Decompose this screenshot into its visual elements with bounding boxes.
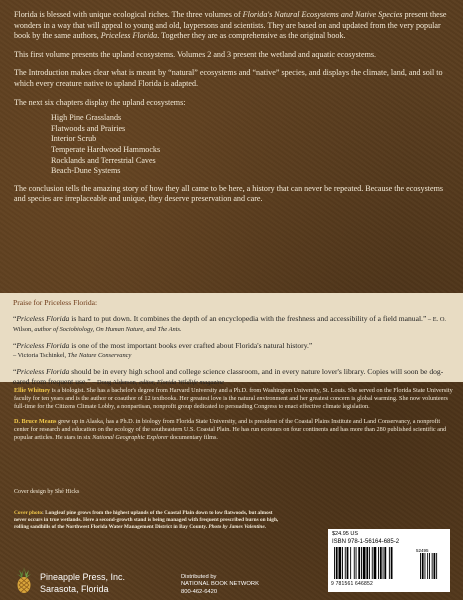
addon-bar: [432, 553, 433, 579]
intro-paragraph-3: The Introduction makes clear what is meant by “natural” ecosystems and “native” species, and displays the climate, land, and soil to which every creature native to upland Florida is adapted.: [14, 68, 443, 88]
barcode-bar: [384, 547, 386, 579]
quote-author: – E. O. Wilson,: [13, 315, 447, 334]
bio-text: documentary films.: [168, 434, 218, 442]
bio-bruce: [14, 418, 454, 443]
chapter-item: High Pine Grasslands: [51, 113, 122, 123]
quote-book-title: Priceless Florida: [16, 340, 70, 350]
praise-quote-1: “Priceless Florida is hard to put down. It combines the depth of an encyclopedia with the freshness and accessibility of a field manual.” – E. O. Wilson, author of Sociobiology, On Human Nature, and The Ants.: [13, 313, 447, 334]
addon-bar: [436, 553, 437, 579]
chapter-item: Interior Scrub: [51, 134, 97, 144]
barcode-bar: [389, 547, 390, 579]
quote-source: The Nature Conservancy: [67, 352, 132, 360]
barcode-bar: [363, 547, 366, 579]
barcode-bar: [347, 547, 349, 579]
distributor-label: Distributed by: [181, 574, 217, 580]
distributor-name: NATIONAL BOOK NETWORK: [181, 581, 259, 588]
intro-text: present these wonders in a way that will appeal to young and old, laypersons and scientists. They are based on and updated from the very popular book by the same authors,: [14, 10, 447, 41]
intro-paragraph-1: [14, 10, 451, 42]
praise-quote-2: “Priceless Florida is one of the most important books ever crafted about Florida's natural history.” – Victoria Tschinkel, The Nature Conservancy: [13, 340, 313, 360]
barcode-bar: [380, 547, 382, 579]
barcode-bar: [369, 547, 370, 579]
quote-source: editor, Florida Wildlife magazine: [139, 378, 224, 386]
isbn-label: ISBN 978-1-56164-685-2: [332, 539, 400, 545]
praise-heading: Praise for Priceless Florida:: [13, 298, 98, 307]
chapter-item: Rocklands and Terrestrial Caves: [51, 155, 156, 165]
barcode-bar: [383, 547, 384, 579]
barcode-bar: [391, 547, 393, 579]
barcode-bar: [354, 547, 355, 579]
price-label: $24.95 US: [332, 531, 358, 537]
barcode-bar: [372, 547, 373, 579]
quote-text: should be in every high school and college science classroom, and in every nature lover's library. Copies will soon be dog-eared from frequent use.”: [13, 366, 444, 386]
isbn-barcode: [328, 529, 450, 592]
author-name: D. Bruce Means: [14, 417, 57, 425]
caption-text: : Longleaf pine grows from the highest uplands of the Coastal Plain down to low flatwoods, but almost never occurs in true wetlands. Here a second-growth stand is being managed with frequent prescribed burns on high, rolling sandhills of the Northwest Florida Water Management District in Bay County.: [14, 510, 279, 530]
barcode-bars: [332, 547, 446, 581]
barcode-bar: [334, 547, 335, 579]
intro-paragraph-4: The next six chapters display the upland ecosystems:: [14, 97, 186, 107]
cover-design-credit: Cover design by Shé Hicks: [14, 489, 80, 495]
series-title: Florida's Natural Ecosystems and Native Species: [242, 10, 403, 19]
quote-author: – Doug Alderson,: [90, 378, 140, 386]
quote-author: – Victoria Tschinkel,: [13, 352, 68, 360]
author-bios: [14, 387, 454, 448]
praise-box: [0, 293, 463, 386]
publisher-names: [40, 571, 125, 595]
barcode-bar: [336, 547, 338, 579]
show-title: National Geographic Explorer: [92, 434, 169, 442]
addon-bar: [425, 553, 426, 579]
barcode-bar: [358, 547, 360, 579]
bio-text: grew up in Alaska, has a Ph.D. in biology from Florida State University, and is president of the Coastal Plains Institute and Land Conservancy, a nonprofit center for research and education on the ecology of the southeastern U.S. Coastal Plain. He has run ecotours on four continents and has more than 280 published scientific and popular articles. He stars in six: [14, 417, 447, 442]
intro-paragraph-2: This first volume presents the upland ecosystems. Volumes 2 and 3 present the wetland and aquatic ecosystems.: [14, 49, 377, 59]
addon-bar: [420, 553, 421, 579]
barcode-bar: [374, 547, 377, 579]
intro-text: Florida is blessed with unique ecological riches. The three volumes of: [14, 10, 243, 19]
barcode-digits: 9 781561 646852: [331, 581, 373, 587]
barcode-bar: [345, 547, 346, 579]
chapter-item: Temperate Hardwood Hammocks: [51, 144, 161, 154]
barcode-bar: [361, 547, 362, 579]
addon-bar: [434, 553, 436, 579]
caption-label: Cover photo: [14, 510, 43, 516]
barcode-bar: [339, 547, 342, 579]
book-title: Priceless Florida: [100, 31, 158, 41]
publisher-name: Pineapple Press, Inc.: [40, 571, 126, 582]
author-name: Ellie Whitney: [14, 387, 51, 394]
barcode-bar: [356, 547, 357, 579]
publisher-block: [14, 566, 125, 599]
intro-text: . Together they are as comprehensive as the original book.: [157, 31, 346, 41]
cover-photo-caption: [14, 510, 284, 531]
addon-bar: [429, 553, 430, 579]
barcode-bar: [342, 547, 343, 579]
intro-paragraph-5: The conclusion tells the amazing story of how they all came to be here, a history that can never be repeated. Because the ecosystems and species are irreplaceable and unique, they deserve preservation and care.: [14, 183, 444, 204]
barcode-bar: [378, 547, 379, 579]
publisher-city: Sarasota, Florida: [40, 583, 109, 594]
photo-credit: Photo by James Valentine.: [208, 523, 267, 530]
barcode-bar: [350, 547, 351, 579]
addon-bar: [422, 553, 424, 579]
chapter-item: Flatwoods and Prairies: [51, 123, 126, 133]
quote-source: author of Sociobiology, On Human Nature, and The Ants.: [34, 326, 182, 334]
chapter-item: Beach-Dune Systems: [51, 166, 121, 176]
barcode-bar: [366, 547, 368, 579]
bio-text: is a biologist. She has a bachelor's degree from Harvard University and a Ph.D. from Washington University, St. Louis. She served on the Florida State University faculty for ten years and is the author or coauthor of 12 textbooks. Her greatest love is the natural environment and her greatest concern is global warming. She now volunteers full-time for the Citizens Climate Lobby, a nonpartisan, nonprofit group dedicated to persuading Congress to enact effective climate legislation.: [14, 387, 453, 411]
bio-ellie: [14, 387, 454, 412]
description-block: [14, 10, 451, 213]
addon-bar: [427, 553, 428, 579]
chapter-list: [51, 113, 451, 177]
price-addon-code: 52495: [416, 548, 429, 553]
quote-text: is one of the most important books ever crafted about Florida's natural history.”: [69, 340, 313, 350]
pineapple-logo-icon: [14, 566, 34, 599]
distributor-block: [181, 574, 259, 596]
quote-text: is hard to put down. It combines the depth of an encyclopedia with the freshness and accessibility of a field manual.”: [69, 313, 427, 323]
distributor-phone: 800-462-6420: [181, 588, 218, 595]
quote-book-title: Priceless Florida: [16, 313, 70, 323]
praise-quote-3: “Priceless Florida should be in every high school and college science classroom, and in every nature lover's library. Copies will soon be dog-eared from frequent use.” – Doug Alderson, editor, Florida Wildlife magazine: [13, 366, 444, 386]
quote-book-title: Priceless Florida: [16, 366, 70, 376]
